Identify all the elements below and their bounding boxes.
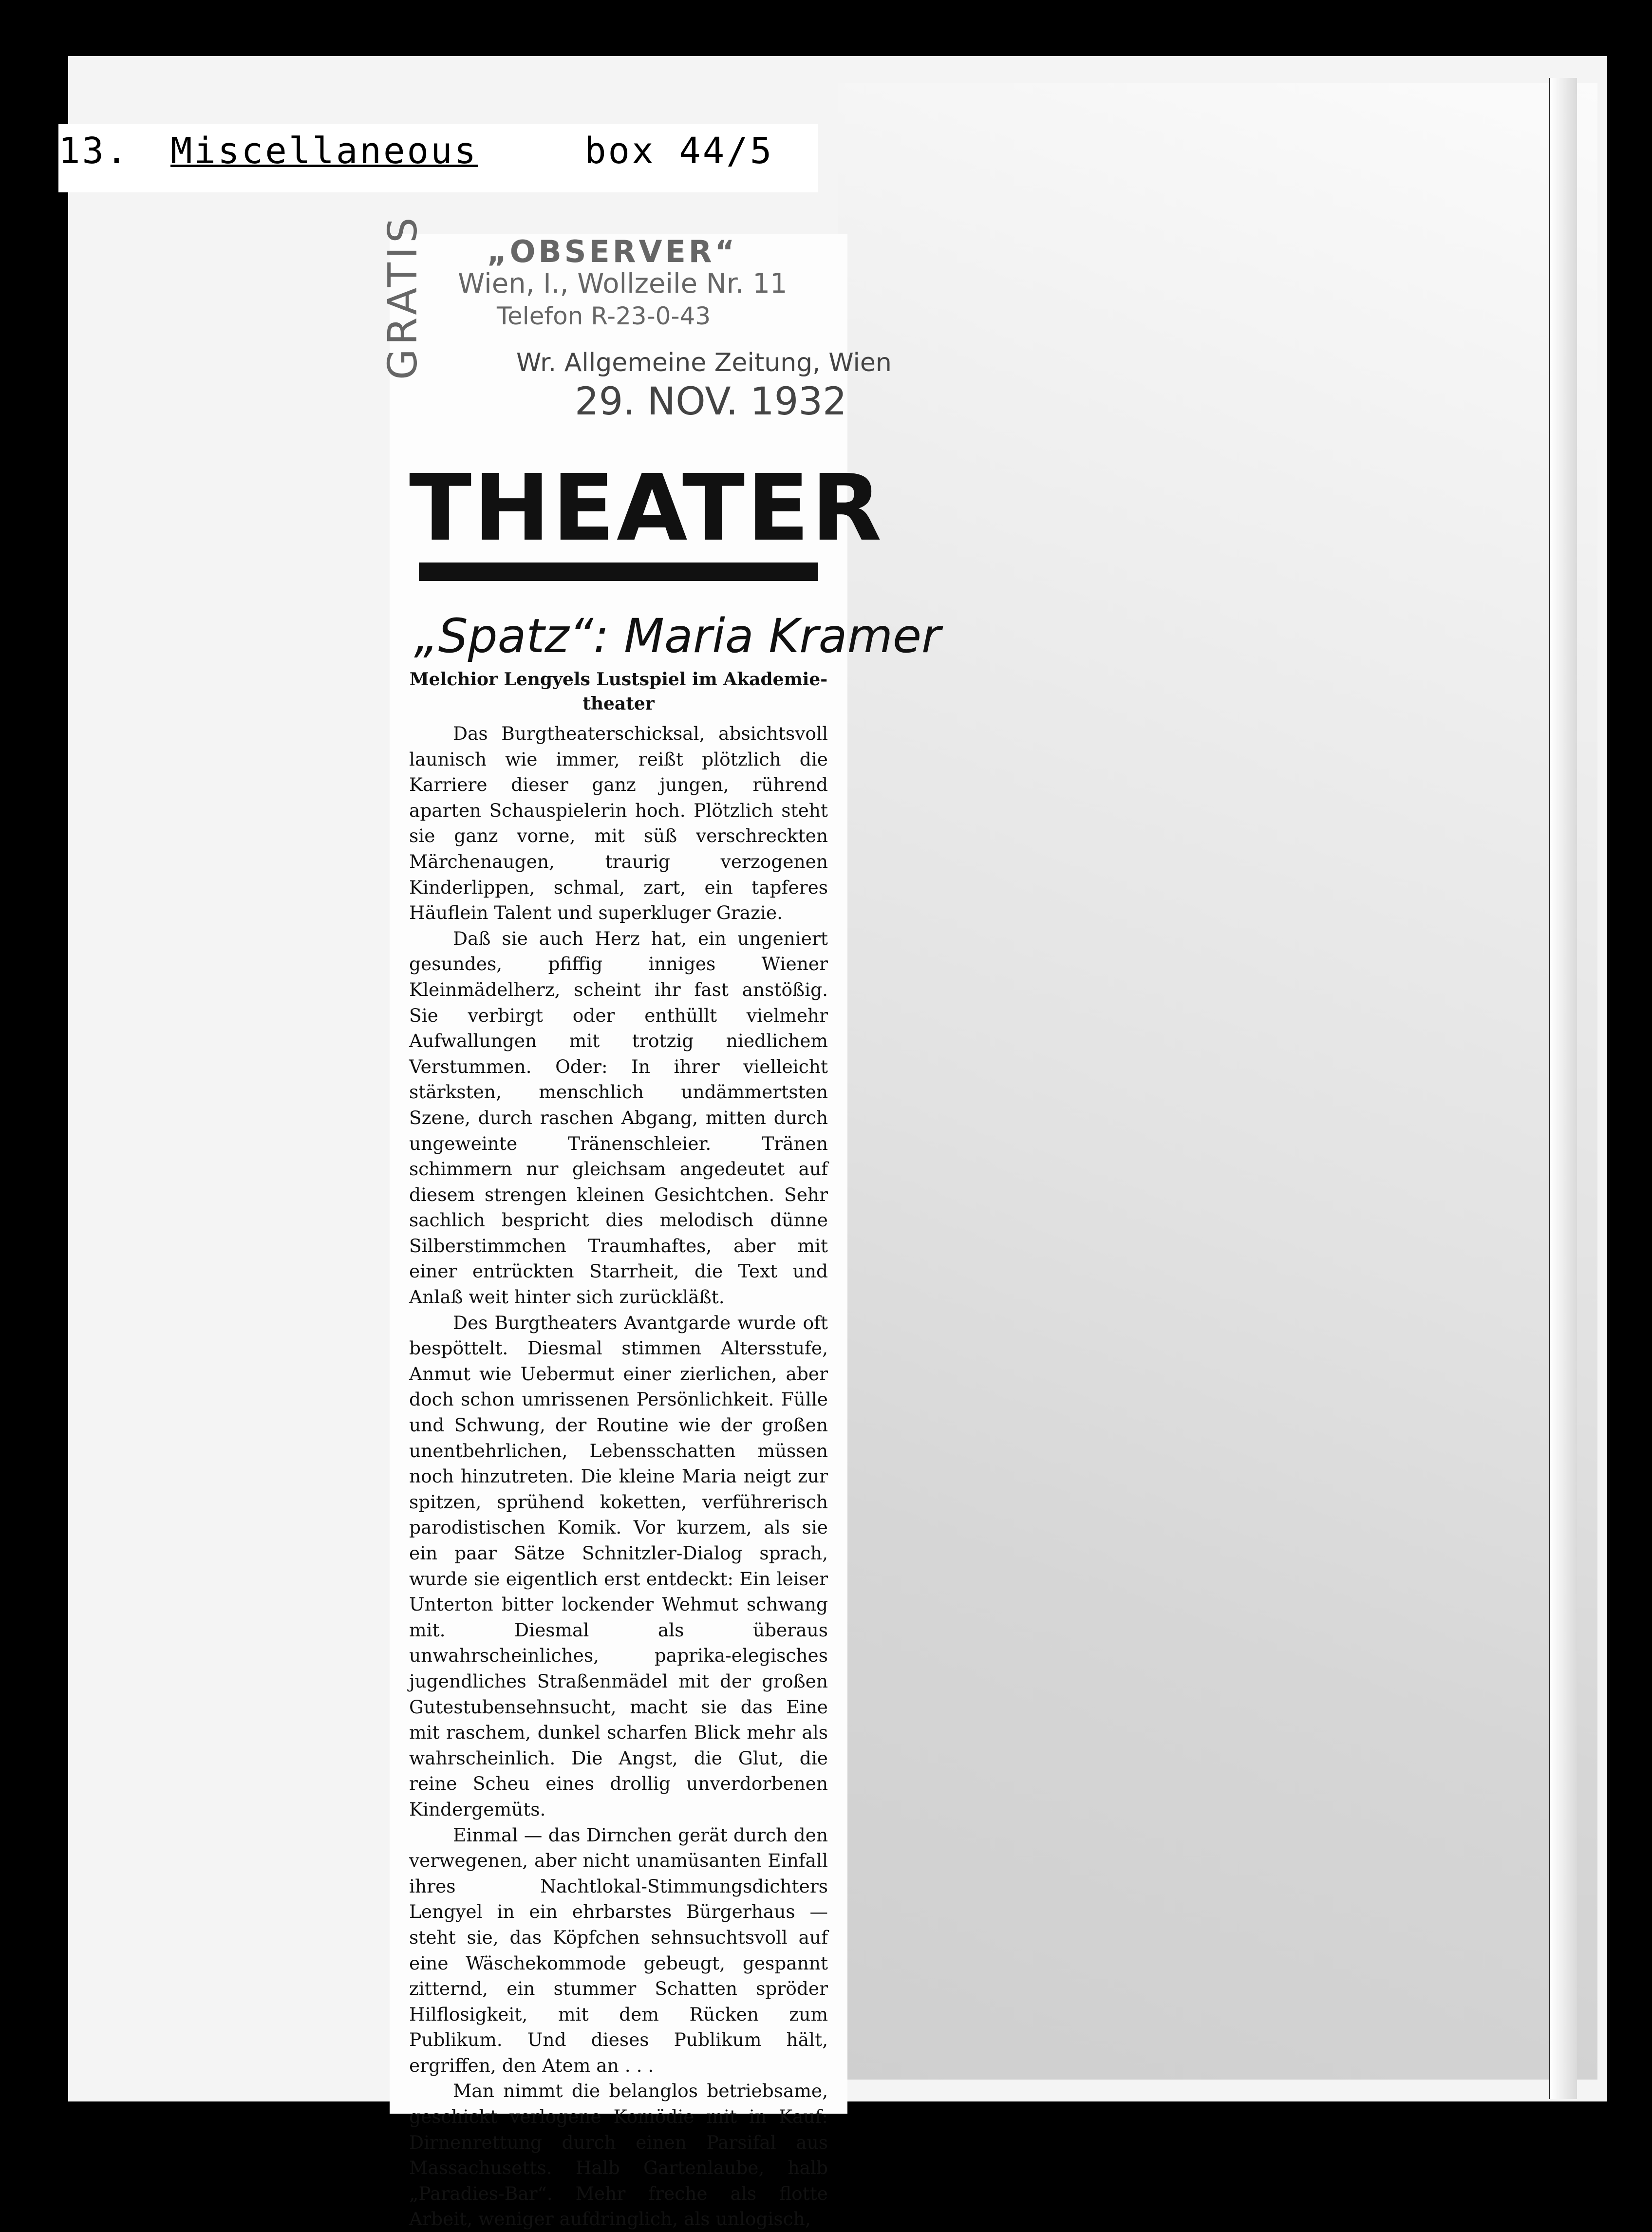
box-label: box 44/5 [584, 130, 774, 172]
stamp-phone: Telefon R-23-0-43 [497, 302, 711, 330]
archive-header [58, 124, 818, 192]
folder-category: Miscellaneous [170, 130, 478, 172]
board-edge [1549, 78, 1577, 2099]
clipping-service-stamp [380, 213, 892, 448]
gratis-stamp: GRATIS [380, 213, 426, 380]
section-rule [419, 563, 818, 581]
paragraph: Des Burgtheaters Avantgarde wurde oft bespöttelt. Diesmal stimmen Altersstufe, Anmut wie Uebermut einer zierlichen, aber doch schon umrissenen Persönlichkeit. Fülle und Schwung, der Routine wie der großen unentbehrlichen, Lebensschatten müssen noch hinzutreten. Die kleine Maria neigt zur spitzen, sprühend koketten, verführerisch parodistischen Komik. Vor kurzem, als sie ein paar Sätze Schnitzler-Dialog sprach, wurde sie eigentlich erst entdeckt: Ein leiser Unterton bitter lockender Wehmut schwang mit. Diesmal als überaus unwahrscheinliches, paprika-elegisches jugendliches Straßenmädel mit der großen Gutestubensehnsucht, macht sie das Eine mit raschem, dunkel scharfen Blick mehr als wahrscheinlich. Die Angst, die Glut, die reine Scheu eines drollig unverdorbenen Kindergemüts. [409, 1312, 828, 1820]
paragraph: Daß sie auch Herz hat, ein ungeniert gesundes, pfiffig inniges Wiener Kleinmädelherz, scheint ihr fast anstößig. Sie verbirgt oder enthüllt vielmehr Aufwallungen mit trotzig niedlichem Verstummen. Oder: In ihrer vielleicht stärksten, menschlich undämmertsten Szene, durch raschen Abgang, mitten durch ungeweinte Tränenschleier. Tränen schimmern nur gleichsam angedeutet auf diesem strengen kleinen Gesichtchen. Sehr sachlich bespricht dies melodisch dünne Silberstimmchen Traumhaftes, aber mit einer entrückten Starrheit, die Text und Anlaß weit hinter sich zurückläßt. [409, 927, 828, 1308]
mounting-board [838, 83, 1597, 2080]
paragraph: Das Burgtheaterschicksal, absichtsvoll launisch wie immer, reißt plötzlich die Karriere dieser ganz jungen, rührend aparten Schauspielerin hoch. Plötzlich steht sie ganz vorne, mit süß verschreckten Märchenaugen, traurig verzogenen Kinderlippen, schmal, zart, ein tapferes Häuflein Talent und superkluger Grazie. [409, 723, 828, 924]
article-headline: „Spatz“: Maria Kramer [414, 609, 941, 663]
stamp-date: 29. NOV. 1932 [575, 380, 847, 424]
paragraph: Man nimmt die belanglos betriebsame, geschickt verlogene Komödie mit in Kauf: Dirnenrettung durch einen Parsifal aus Massachusetts. Halb Gartenlaube, halb „Paradies-Bar“. Mehr freche als flotte Arbeit, weniger aufdringlich, als unlogisch, [409, 2080, 828, 2230]
stamp-newspaper: Wr. Allgemeine Zeitung, Wien [516, 348, 892, 377]
stamp-address: Wien, I., Wollzeile Nr. 11 [458, 268, 788, 300]
article-body [409, 721, 828, 2230]
section-title: THEATER [409, 455, 884, 562]
article-byline: Melchior Lengyels Lustspiel im Akademie-theater [409, 669, 828, 714]
newspaper-clipping [380, 213, 941, 2230]
paragraph: Einmal — das Dirnchen gerät durch den verwegenen, aber nicht unamüsanten Einfall ihres Nachtlokal-Stimmungsdichters Lengyel in ein ehrbarstes Bürgerhaus — steht sie, das Köpfchen sehnsuchtsvoll auf eine Wäschekommode gebeugt, gespannt zitternd, ein stummer Schatten spröder Hilflosigkeit, mit dem Rücken zum Publikum. Und dieses Publikum hält, ergriffen, den Atem an . . . [409, 1824, 828, 2076]
stamp-agency: „OBSERVER“ [487, 234, 738, 269]
folder-number: 13. [58, 130, 130, 172]
